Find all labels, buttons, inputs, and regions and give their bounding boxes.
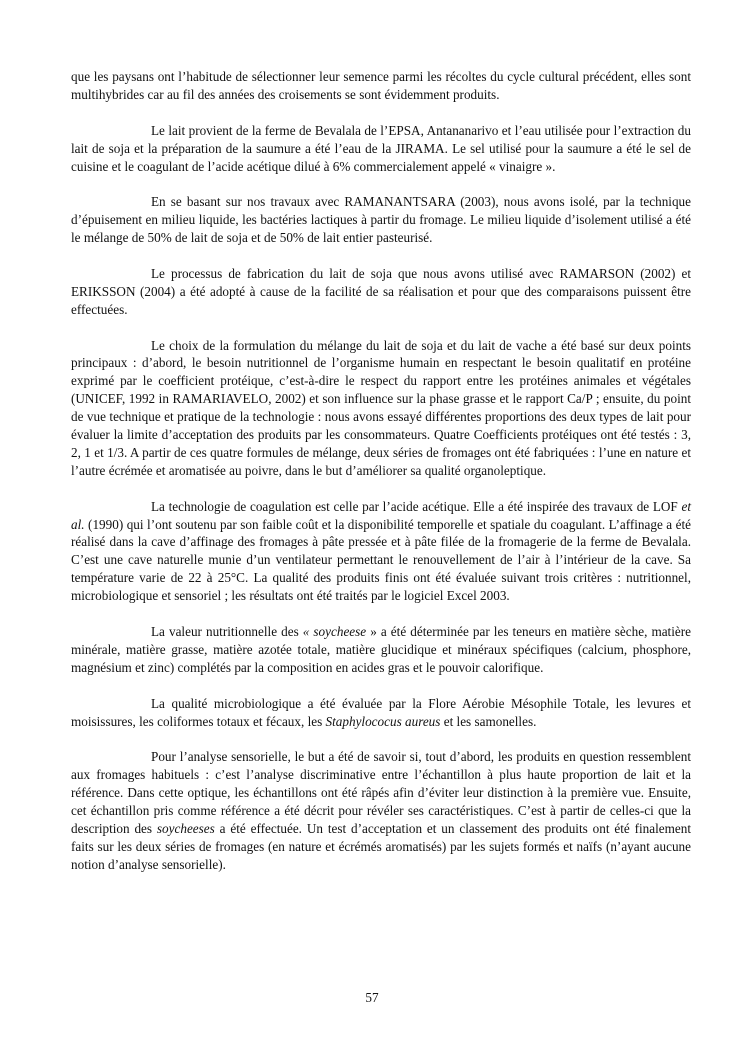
paragraph-7-text-b: » a été déterminée par les teneurs en matière sèche, matière minérale, matière grasse, matière azotée totale, matière glucidique et minéraux spécifiques (calcium, phosphore, magnésium et zinc) complétés par la composition en acides gras et le pouvoir calorifique. bbox=[71, 624, 691, 675]
paragraph-9-italic: soycheeses bbox=[156, 820, 215, 836]
paragraph-5: Le choix de la formulation du mélange du lait de soja et du lait de vache a été basé sur deux points principaux : d’abord, le besoin nutritionnel de l’organisme humain en respectant le besoin qualitatif en protéine exprimé par le coefficient protéique, c’est-à-dire le respect du rapport entre les protéines animales et végétales (UNICEF, 1992 in RAMARIAVELO, 2002) et son influence sur la phase grasse et le rapport Ca/P ; ensuite, du point de vue technique et pratique de la technologie : nous avons essayé différentes proportions des deux types de lait pour évaluer la limite d’acceptation des produits par les consommateurs. Quatre Coefficients protéiques ont été testés : 3, 2, 1 et 1/3. A partir de ces quatre formules de mélange, deux séries de fromages ont été fabriquées : l’une en nature et l’autre écrémée et aromatisée au poivre, dans le but d’améliorer sa qualité organoleptique. bbox=[71, 337, 691, 478]
paragraph-8-text-b: et les samonelles. bbox=[440, 713, 537, 729]
paragraph-7-text-a: La valeur nutritionnelle des bbox=[151, 624, 303, 639]
paragraph-6 bbox=[71, 498, 691, 605]
page-number: 57 bbox=[365, 990, 379, 1005]
paragraph-9-text-b: a été effectuée. Un test d’acceptation et un classement des produits ont été finalement faits sur les deux séries de fromages (en nature et écrémés aromatisés) par les sujets formés et naïfs (n’ayant aucune notion d’analyse sensorielle). bbox=[71, 820, 691, 872]
paragraph-1: que les paysans ont l’habitude de sélectionner leur semence parmi les récoltes du cycle cultural précédent, elles sont multihybrides car au fil des années des croisements se sont évidemment produits. bbox=[71, 69, 691, 102]
paragraph-8-italic: Staphylococus aureus bbox=[325, 713, 441, 729]
paragraph-6-text-a: La technologie de coagulation est celle par l’acide acétique. Elle a été inspirée des travaux de LOF bbox=[151, 498, 682, 514]
paragraph-8 bbox=[71, 695, 691, 731]
paragraph-4: Le processus de fabrication du lait de soja que nous avons utilisé avec RAMARSON (2002) et ERIKSSON (2004) a été adopté à cause de la facilité de sa réalisation et pour que des comparaisons puissent être effectuées. bbox=[71, 265, 691, 317]
paragraph-6-italic: et al. bbox=[71, 498, 691, 532]
paragraph-9-text-a: Pour l’analyse sensorielle, le but a été de savoir si, tout d’abord, les produits en question ressemblent aux fromages habituels : c’est l’analyse discriminative entre l’échantillon à plus haute proportion de lait et la référence. Dans cette optique, les échantillons ont été râpés afin d’éviter leur distinction à la première vue. Ensuite, cet échantillon pris comme référence a été décrit pour révéler ses caractéristiques. C’est à partir de celles-ci que la description des bbox=[71, 749, 691, 836]
paragraph-2: Le lait provient de la ferme de Bevalala de l’EPSA, Antananarivo et l’eau utilisée pour l’extraction du lait de soja et la préparation de la saumure a été l’eau de la JIRAMA. Le sel utilisé pour la saumure a été le sel de cuisine et le coagulant de l’acide acétique dilué à 6% commercialement appelé « vinaigre ». bbox=[71, 122, 691, 174]
paragraph-7 bbox=[71, 623, 691, 677]
paragraph-6-text-b: (1990) qui l’ont soutenu par son faible coût et la disponibilité temporelle et spatiale du coagulant. L’affinage a été réalisé dans la cave d’affinage des fromages à pâte pressée et à pâte filée de la fromagerie de la ferme de Bevalala. C’est une cave naturelle munie d’un ventilateur permettant le renouvellement de l’air à l’intérieur de la cave. Sa température varie de 22 à 25°C. La qualité des produits finis ont été évaluée suivant trois critères : nutritionnel, microbiologique et sensoriel ; les résultats ont été traités par le logiciel Excel 2003. bbox=[71, 516, 691, 604]
paragraph-9 bbox=[71, 748, 691, 873]
paragraph-8-text-a: La qualité microbiologique a été évaluée par la Flore Aérobie Mésophile Totale, les levures et moisissures, les coliformes totaux et fécaux, les bbox=[71, 695, 691, 729]
paragraph-3: En se basant sur nos travaux avec RAMANANTSARA (2003), nous avons isolé, par la technique d’épuisement en milieu liquide, les bactéries lactiques à partir du fromage. Le milieu liquide d’isolement utilisé a été le mélange de 50% de lait de soja et de 50% de lait entier pasteurisé. bbox=[71, 194, 691, 246]
document-body bbox=[71, 68, 691, 892]
paragraph-7-italic: « soycheese bbox=[302, 624, 367, 639]
